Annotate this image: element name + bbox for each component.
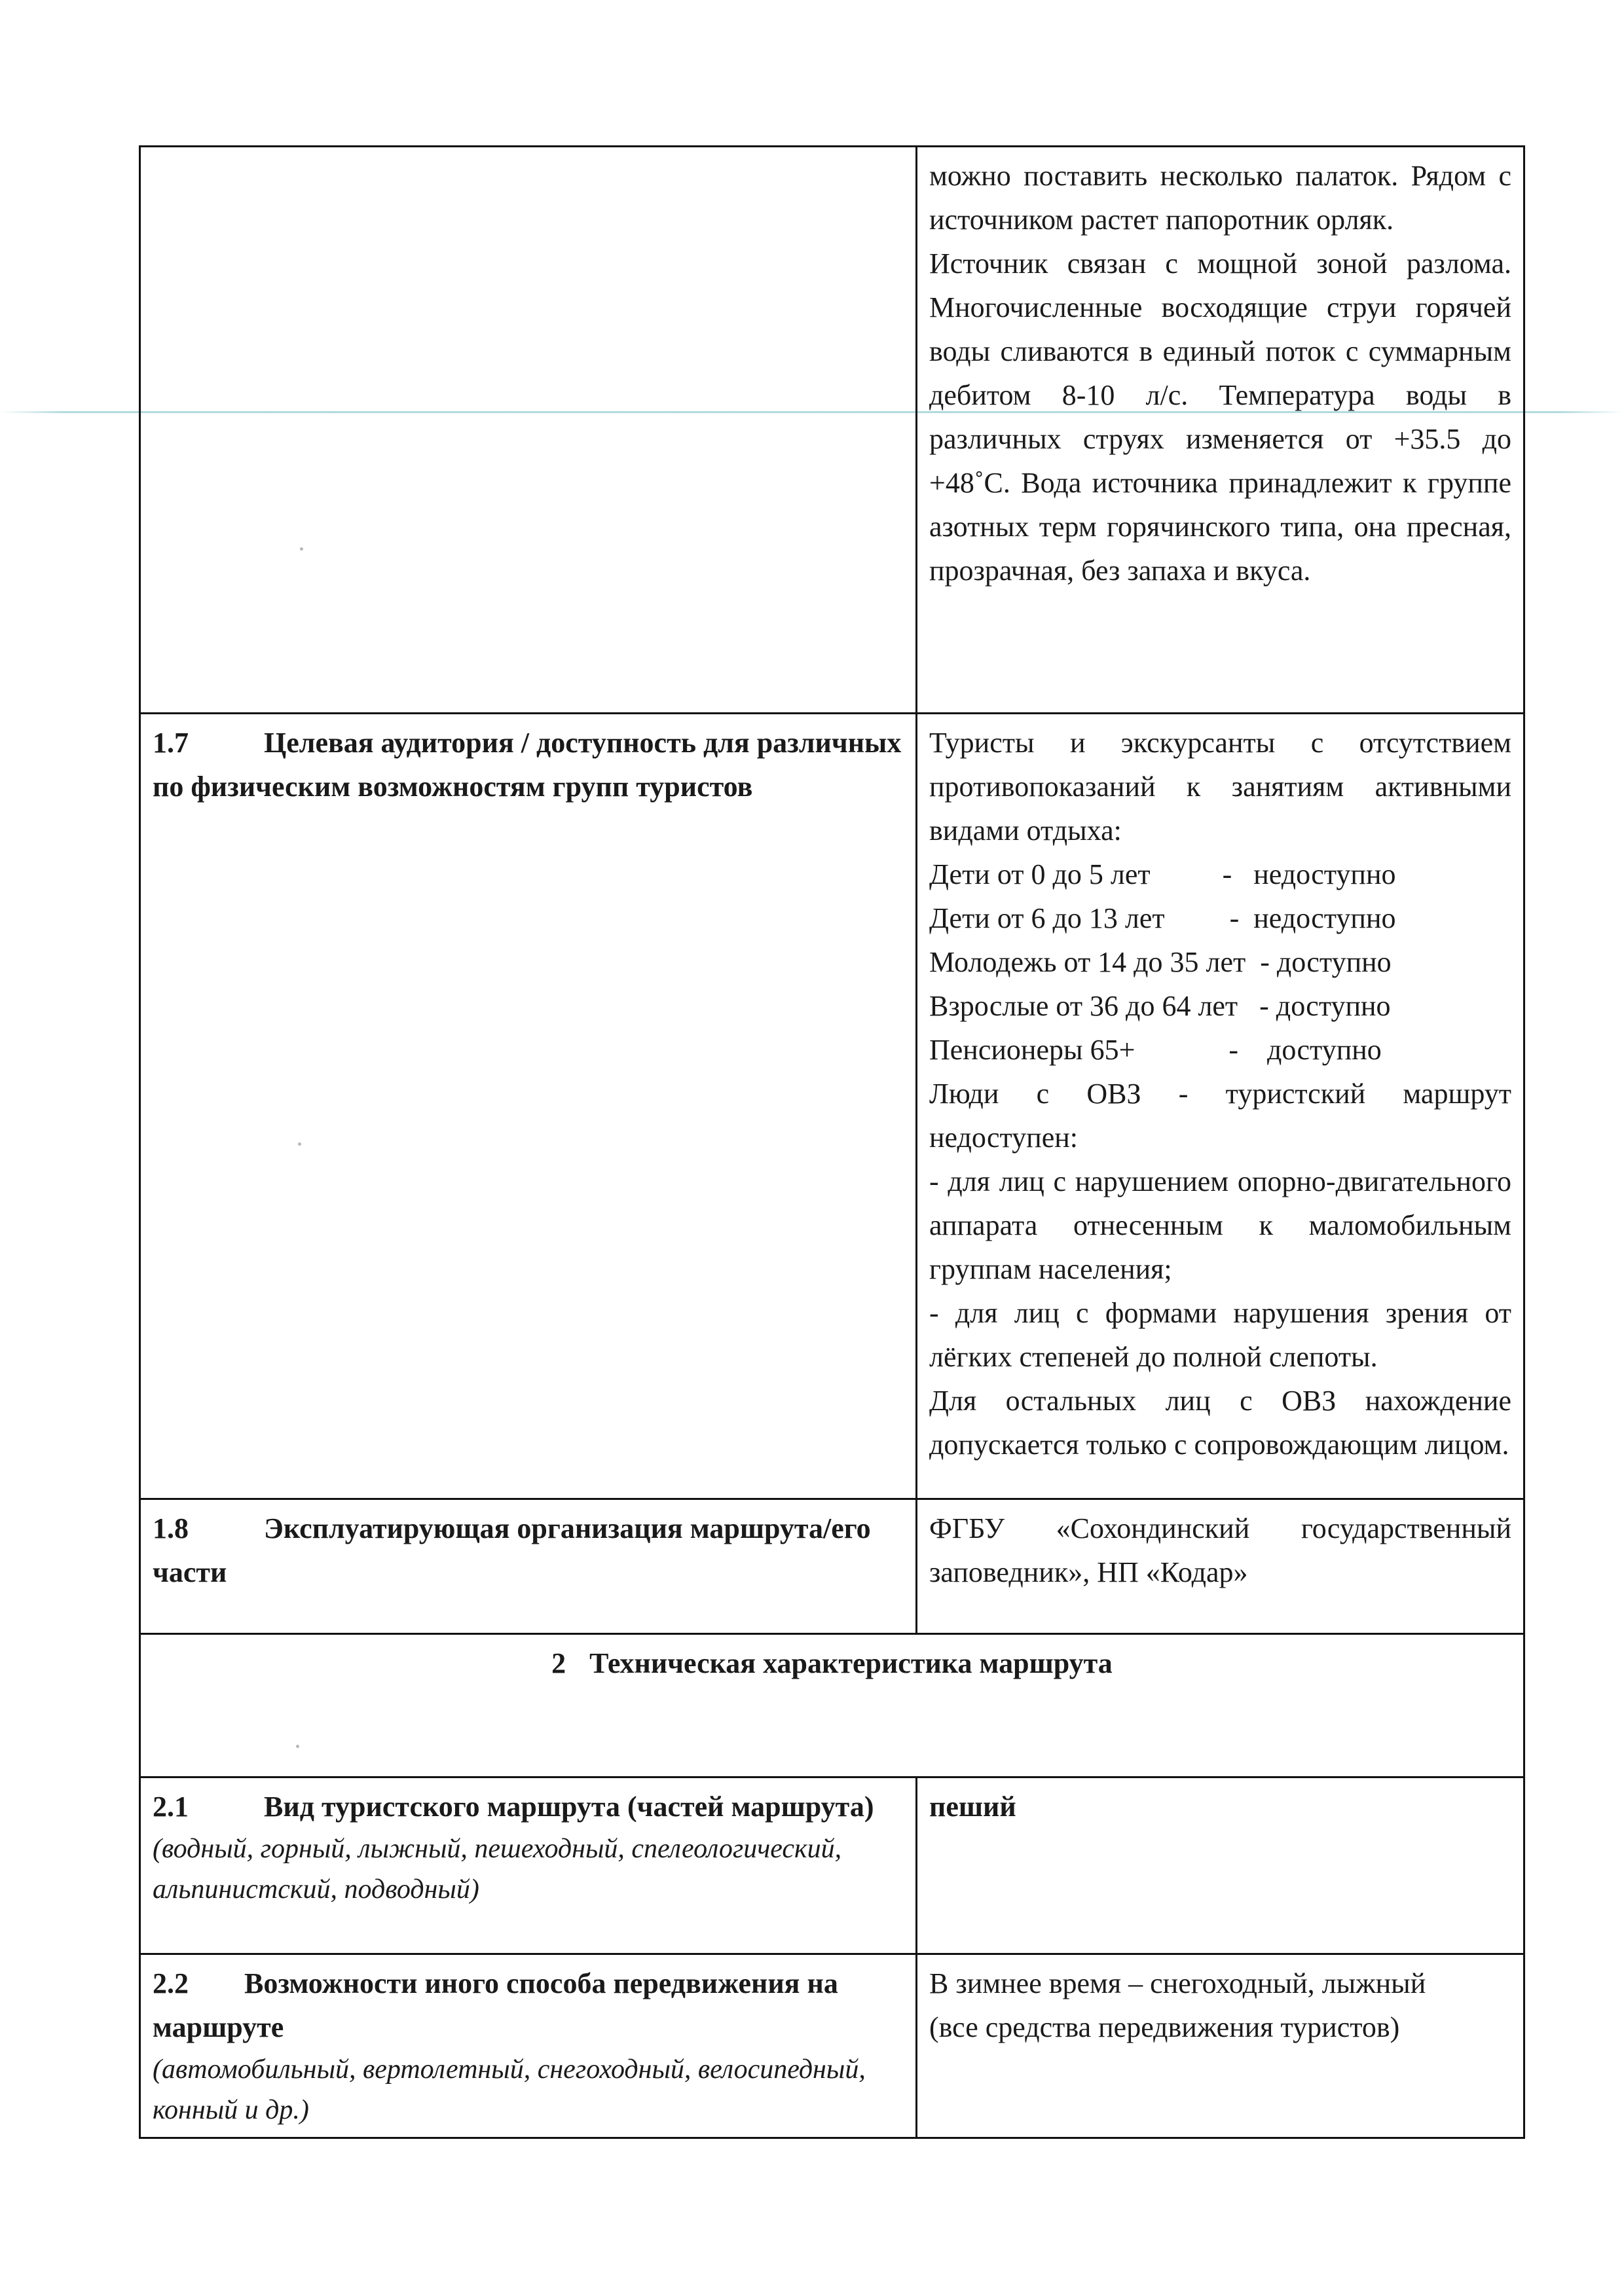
row-label: Вид туристского маршрута (частей маршрута) xyxy=(264,1791,874,1823)
row-number: 1.7 xyxy=(153,727,189,759)
row-1-8-value-cell xyxy=(917,1499,1524,1634)
row-1-7-label-cell xyxy=(140,714,917,1499)
audience-group: Взрослые от 36 до 64 лет - доступно xyxy=(929,990,1391,1022)
row-label: Целевая аудитория / доступность для различных по физическим возможностям групп туристов xyxy=(153,727,902,803)
row-2-1-label-cell xyxy=(140,1777,917,1954)
route-info-table xyxy=(139,145,1525,2139)
route-type-value: пеший xyxy=(929,1791,1016,1823)
row-number: 2.1 xyxy=(153,1791,189,1823)
audience-group: Молодежь от 14 до 35 лет - доступно xyxy=(929,946,1392,978)
audience-group: Дети от 0 до 5 лет - недоступно xyxy=(929,858,1396,890)
section-2-title-cell xyxy=(140,1634,1524,1777)
table-row xyxy=(140,1499,1524,1634)
table-row xyxy=(140,1777,1524,1954)
audience-group: Дети от 6 до 13 лет - недоступно xyxy=(929,902,1396,934)
table-row xyxy=(140,714,1524,1499)
audience-intro: Туристы и экскурсанты с отсутствием противопоказаний к занятиям активными видами отдыха: xyxy=(929,727,1511,847)
ovz-status: Люди с ОВЗ - туристский маршрут недоступен: xyxy=(929,1078,1511,1154)
section-title: Техническая характеристика маршрута xyxy=(589,1647,1113,1679)
row-2-2-label-cell xyxy=(140,1954,917,2138)
spring-description-2: Источник связан с мощной зоной разлома. Многочисленные восходящие струи горячей воды сливаются в единый поток с суммарным дебитом 8-10 л/с. Температура воды в различных струях изменяется от +35.5 до +48˚С. Вода источника принадлежит к группе азотных терм горячинского типа, она пресная, прозрачная, без запаха и вкуса. xyxy=(929,247,1511,587)
ovz-restriction-3: Для остальных лиц с ОВЗ нахождение допускается только с сопровождающим лицом. xyxy=(929,1385,1511,1461)
table-row xyxy=(140,1954,1524,2138)
row-1-8-label-cell xyxy=(140,1499,917,1634)
spring-description-1: можно поставить несколько палаток. Рядом с источником растет папоротник орляк. xyxy=(929,160,1511,236)
row-label: Возможности иного способа передвижения на маршруте xyxy=(153,1967,838,2043)
row-number: 2.2 xyxy=(153,1967,189,1999)
row-2-1-value-cell xyxy=(917,1777,1524,1954)
row-2-2-value-cell xyxy=(917,1954,1524,2138)
alt-transport-value-2: (все средства передвижения туристов) xyxy=(929,2011,1400,2043)
ovz-restriction-2: - для лиц с формами нарушения зрения от лёгких степеней до полной слепоты. xyxy=(929,1297,1511,1373)
table-row xyxy=(140,147,1524,714)
operator-value: ФГБУ «Сохондинский государственный заповедник», НП «Кодар» xyxy=(929,1512,1511,1588)
alt-transport-value: В зимнее время – снегоходный, лыжный xyxy=(929,1967,1426,1999)
row-1-7-value-cell xyxy=(917,714,1524,1499)
section-header-row xyxy=(140,1634,1524,1777)
row-1-6-label-cell xyxy=(140,147,917,714)
row-number: 1.8 xyxy=(153,1512,189,1544)
row-label: Эксплуатирующая организация маршрута/его части xyxy=(153,1512,871,1588)
row-note: (автомобильный, вертолетный, снегоходный, велосипедный, конный и др.) xyxy=(153,2054,866,2125)
section-number: 2 xyxy=(551,1647,566,1679)
row-note: (водный, горный, лыжный, пешеходный, спелеологический, альпинистский, подводный) xyxy=(153,1834,842,1904)
ovz-restriction-1: - для лиц с нарушением опорно-двигательного аппарата отнесенным к маломобильным группам населения; xyxy=(929,1165,1511,1285)
row-1-6-value-cell xyxy=(917,147,1524,714)
audience-group: Пенсионеры 65+ - доступно xyxy=(929,1034,1382,1066)
